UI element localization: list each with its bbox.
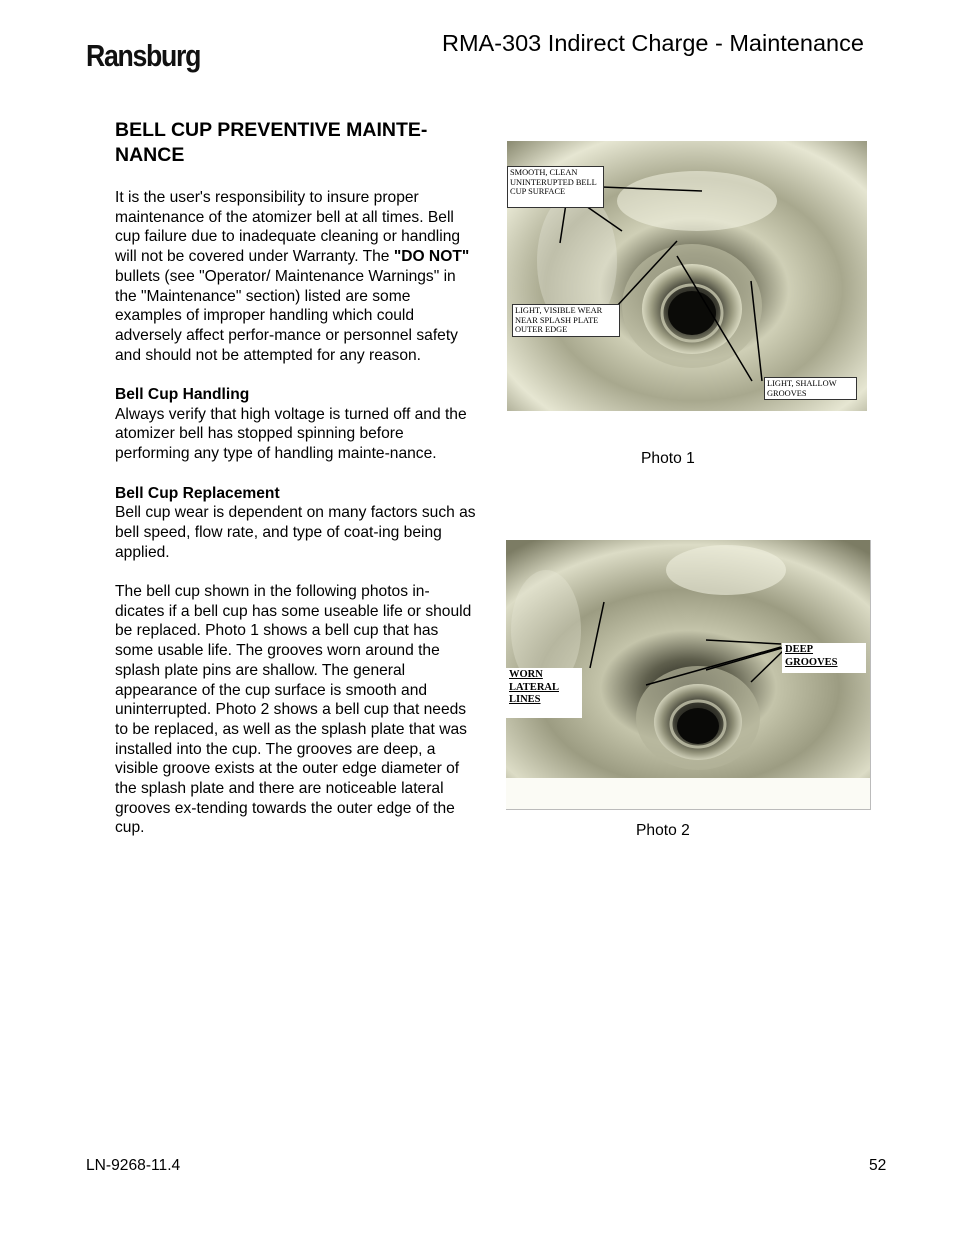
callout-light-visible-wear: LIGHT, VISIBLE WEAR NEAR SPLASH PLATE OUTER EDGE [512, 304, 620, 337]
replacement-subheading: Bell Cup Replacement [115, 484, 280, 502]
main-text-column [115, 118, 477, 858]
photos-explanation-paragraph: The bell cup shown in the following photos in-dicates if a bell cup has some useable life or should be replaced. Photo 1 shows a bell cup that has some usable life. The grooves worn around the splash plate pins are shallow. The general appearance of the cup surface is smooth and uninterrupted. Photo 2 shows a bell cup that needs to be replaced, as well as the splash plate that was installed into the cup. The grooves are deep, a visible groove exists at the outer edge diameter of the splash plate and there are noticeable lateral grooves ex-tending towards the outer edge of the cup. [115, 583, 472, 837]
section-heading: BELL CUP PREVENTIVE MAINTE-NANCE [115, 119, 428, 166]
handling-subheading: Bell Cup Handling [115, 386, 250, 404]
intro-paragraph: It is the user's responsibility to insure proper maintenance of the atomizer bell at all times. Bell cup failure due to inadequate cleaning or handling will not be covered under Warranty. The "DO NOT" bullets (see "Operator/ Maintenance Warnings" in the "Maintenance" section) listed are some examples of improper handling which could adversely affect perfor-mance or personnel safety and should not be attempted for any reason. [115, 189, 470, 364]
replacement-paragraph: Bell Cup Replacement Bell cup wear is dependent on many factors such as bell speed, flow rate, and type of coat-ing being applied. [115, 484, 476, 561]
ransburg-logo: Ransburg [86, 38, 201, 73]
do-not-emphasis: "DO NOT" [393, 248, 470, 266]
callout-light-shallow-grooves: LIGHT, SHALLOW GROOVES [764, 377, 857, 400]
page-number: 52 [869, 1157, 887, 1174]
handling-paragraph: Bell Cup Handling Always verify that high voltage is turned off and the atomizer bell has stopped spinning before performing any type of handling mainte-nance. [115, 385, 477, 464]
photo-1-caption: Photo 1 [641, 450, 695, 467]
callout-worn-lateral-lines: WORN LATERAL LINES [506, 668, 582, 718]
callout-deep-grooves: DEEP GROOVES [782, 643, 866, 673]
document-number: LN-9268-11.4 [86, 1157, 181, 1174]
callout-smooth-surface: SMOOTH, CLEAN UNINTERUPTED BELL CUP SURFACE [507, 166, 604, 208]
photo-2-caption: Photo 2 [636, 822, 690, 839]
document-title: RMA-303 Indirect Charge - Maintenance [442, 30, 864, 56]
